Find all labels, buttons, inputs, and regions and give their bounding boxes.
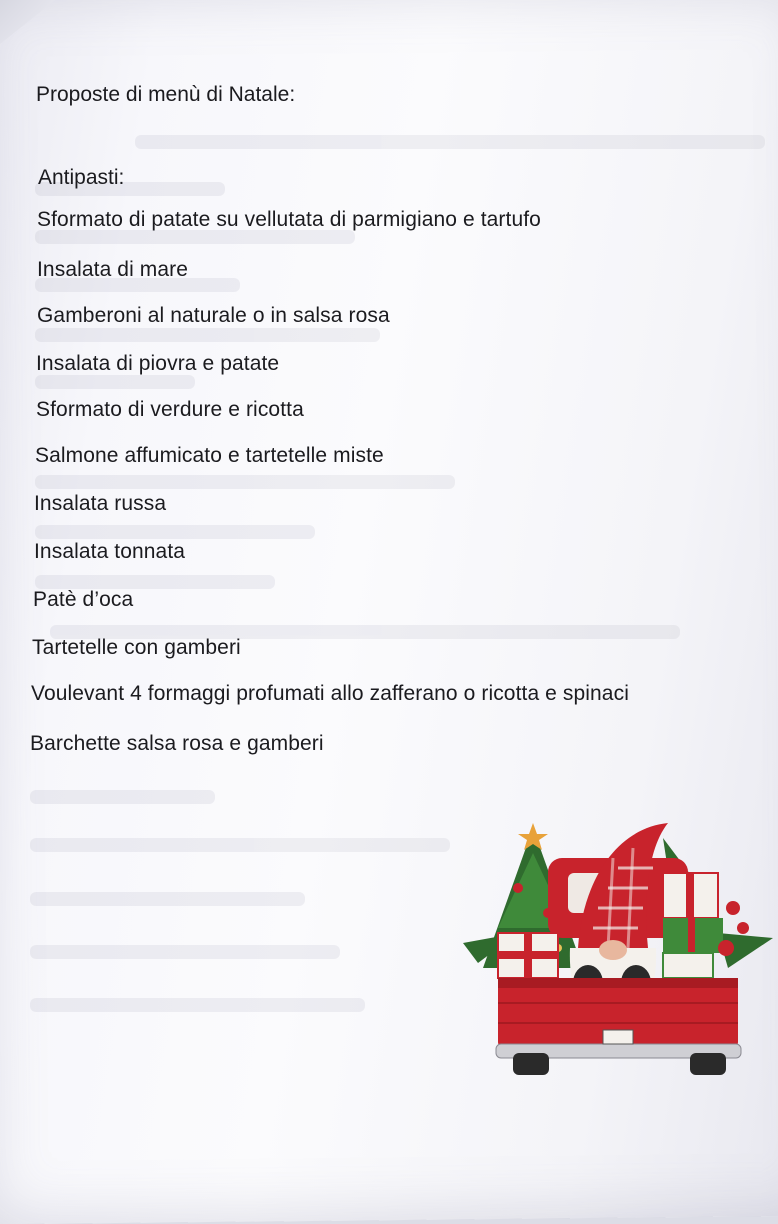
gnome-red-truck-christmas-icon [458,818,776,1083]
list-item: Sformato di patate su vellutata di parmigiano e tartufo [37,208,541,231]
section-heading-antipasti: Antipasti: [38,166,125,189]
list-item: Insalata di mare [37,258,189,281]
list-item: Sformato di verdure e ricotta [36,398,304,421]
list-item: Gamberoni al naturale o in salsa rosa [37,304,390,327]
list-item: Insalata di piovra e patate [36,352,280,375]
list-item: Barchette salsa rosa e gamberi [30,732,324,755]
list-item: Tartetelle con gamberi [32,636,241,659]
list-item: Voulevant 4 formaggi profumati allo zafferano o ricotta e spinaci [31,682,629,705]
paper-fold-corner [0,0,64,64]
menu-title: Proposte di menù di Natale: [36,83,296,106]
list-item: Salmone affumicato e tartetelle miste [35,444,384,467]
list-item: Insalata russa [34,492,167,515]
list-item: Insalata tonnata [34,540,186,563]
list-item: Patè d’oca [33,588,134,611]
